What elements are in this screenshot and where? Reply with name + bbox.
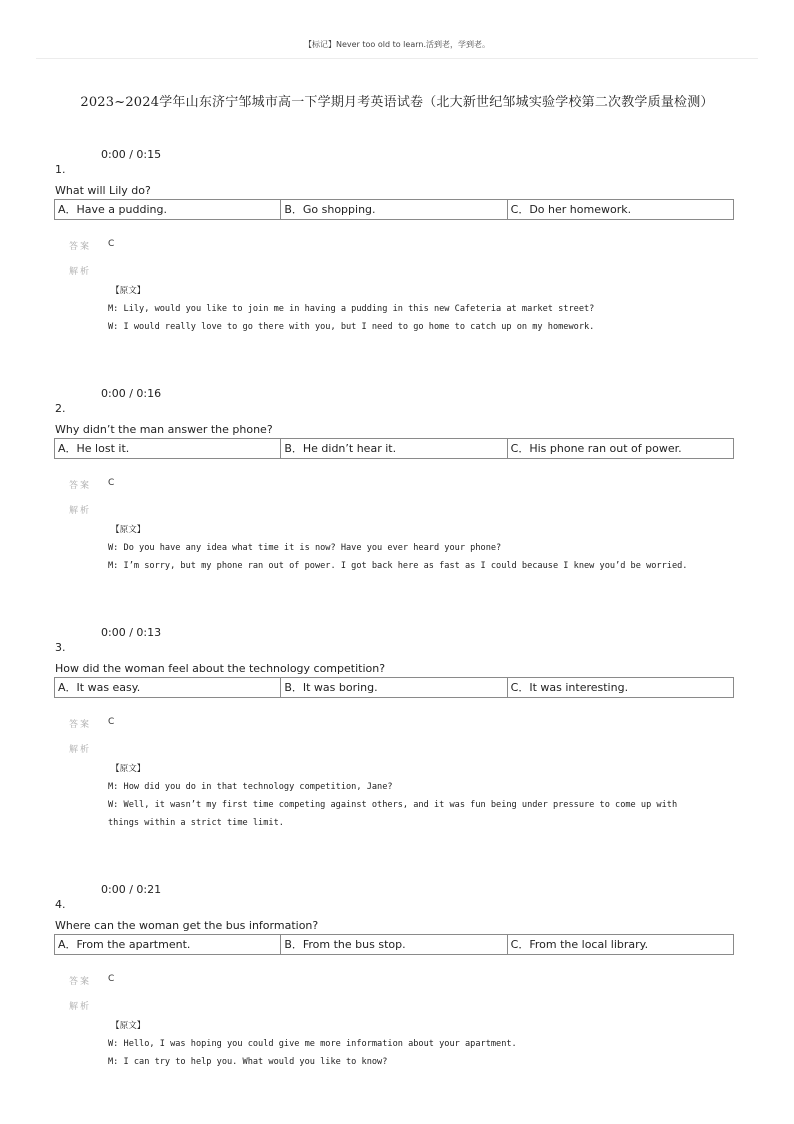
audio-timer[interactable]: 0:00 / 0:16 (101, 387, 162, 400)
option-a: A．Have a pudding. (58, 203, 167, 216)
question-stem: Why didn’t the man answer the phone? (55, 423, 273, 436)
option-c: C．It was interesting. (507, 678, 733, 697)
transcript-tag: 【原文】 (111, 286, 146, 296)
transcript-line: M: I’m sorry, but my phone ran out of power. I got back here as fast as I could because I knew you’d be worried. (108, 561, 688, 571)
page-title: 2023~2024学年山东济宁邹城市高一下学期月考英语试卷（北大新世纪邹城实验学校第二次教学质量检测） (80, 95, 714, 110)
option-c: C．His phone ran out of power. (507, 439, 733, 458)
option-c: C．Do her homework. (507, 200, 733, 219)
answer-label: 答案 (69, 977, 92, 987)
transcript-line: M: I can try to help you. What would you like to know? (108, 1057, 388, 1067)
audio-timer[interactable]: 0:00 / 0:21 (101, 883, 162, 896)
option-c: C．From the local library. (507, 935, 733, 954)
option-b: B．Go shopping. (280, 200, 506, 219)
transcript-tag: 【原文】 (111, 525, 146, 535)
transcript (108, 1017, 728, 1071)
option-b: B．He didn’t hear it. (280, 439, 506, 458)
answer-value: C (108, 478, 115, 488)
question-stem: Where can the woman get the bus information? (55, 919, 319, 932)
audio-timer[interactable]: 0:00 / 0:15 (101, 148, 162, 161)
answer-value: C (108, 717, 115, 727)
question-number: 1. (55, 163, 66, 176)
option-b: B．From the bus stop. (280, 935, 506, 954)
answer-label: 答案 (69, 242, 92, 252)
options-row (54, 677, 734, 698)
transcript-tag: 【原文】 (111, 1021, 146, 1031)
transcript-tag: 【原文】 (111, 764, 146, 774)
question-number: 2. (55, 402, 66, 415)
option-a: A．From the apartment. (58, 938, 191, 951)
option-a: A．He lost it. (58, 442, 130, 455)
question-stem: What will Lily do? (55, 184, 151, 197)
transcript-line: W: I would really love to go there with you, but I need to go home to catch up on my homework. (108, 322, 595, 332)
transcript-line: M: How did you do in that technology competition, Jane? (108, 782, 393, 792)
answer-label: 答案 (69, 720, 92, 730)
options-row (54, 199, 734, 220)
question-number: 3. (55, 641, 66, 654)
header-divider (36, 58, 758, 59)
explanation-label: 解析 (69, 745, 92, 755)
options-row (54, 934, 734, 955)
explanation-label: 解析 (69, 506, 92, 516)
transcript (108, 282, 728, 336)
transcript-line: M: Lily, would you like to join me in having a pudding in this new Cafeteria at market street? (108, 304, 595, 314)
transcript (108, 521, 728, 575)
question-number: 4. (55, 898, 66, 911)
option-a: A．It was easy. (58, 681, 141, 694)
answer-value: C (108, 974, 115, 984)
options-row (54, 438, 734, 459)
option-b: B．It was boring. (280, 678, 506, 697)
transcript-line: W: Do you have any idea what time it is now? Have you ever heard your phone? (108, 543, 502, 553)
transcript (108, 760, 728, 832)
transcript-line: W: Well, it wasn’t my first time competing against others, and it was fun being under pressure to come up with things within a strict time limit. (108, 800, 678, 828)
transcript-line: W: Hello, I was hoping you could give me more information about your apartment. (108, 1039, 517, 1049)
answer-value: C (108, 239, 115, 249)
question-stem: How did the woman feel about the technology competition? (55, 662, 386, 675)
explanation-label: 解析 (69, 1002, 92, 1012)
explanation-label: 解析 (69, 267, 92, 277)
answer-label: 答案 (69, 481, 92, 491)
header-note: 【标记】Never too old to learn.活到老，学到老。 (304, 40, 490, 49)
audio-timer[interactable]: 0:00 / 0:13 (101, 626, 162, 639)
